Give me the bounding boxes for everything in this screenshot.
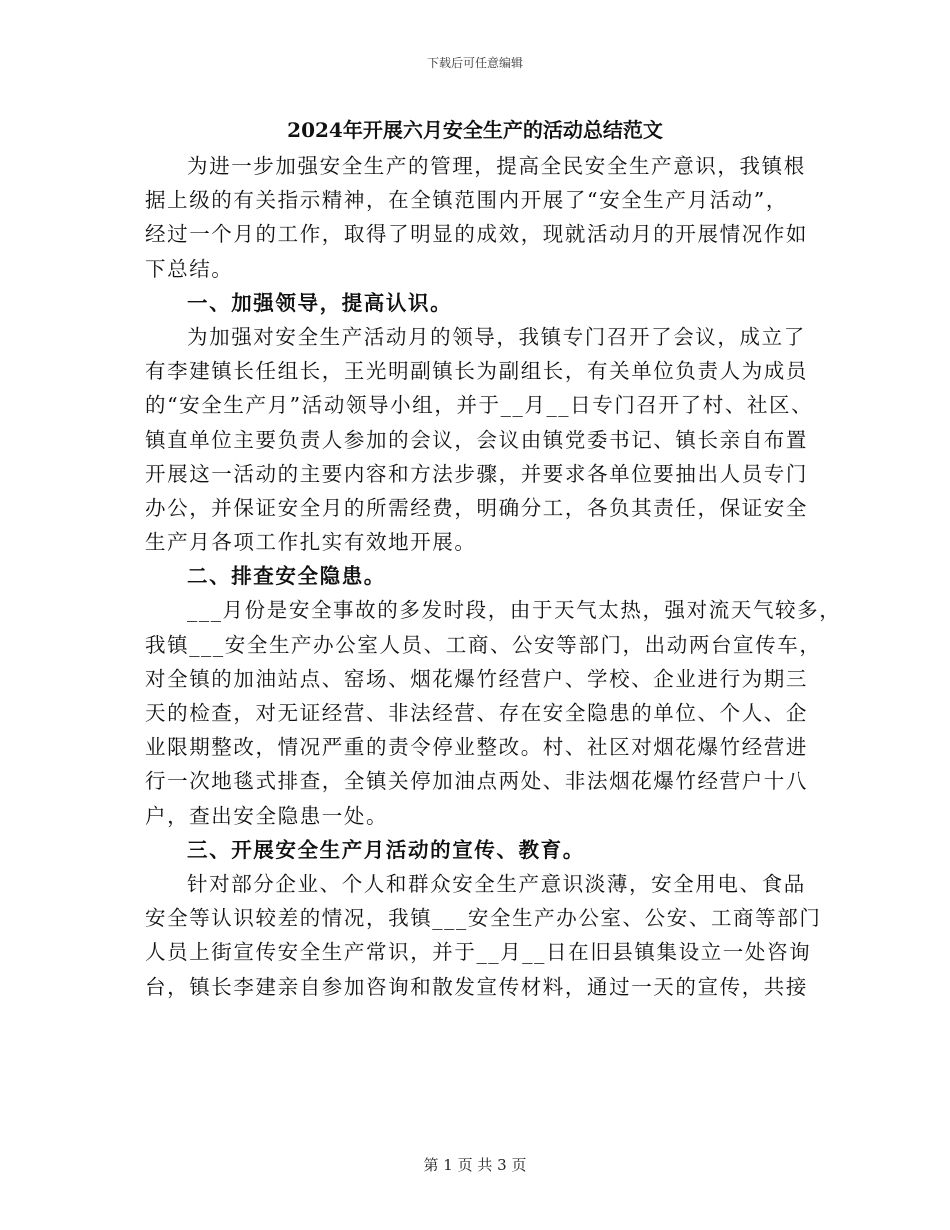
body-text-line: 对全镇的加油站点、窑场、烟花爆竹经营户、学校、企业进行为期三 [145,666,808,691]
document-body [145,149,842,1004]
body-text-line: 我镇___安全生产办公室人员、工商、公安等部门，出动两台宣传车， [145,632,822,657]
body-text-line: 为加强对安全生产活动月的领导，我镇专门召开了会议，成立了 [187,324,806,349]
body-text-line: 安全等认识较差的情况，我镇___安全生产办公室、公安、工商等部门 [145,906,822,931]
body-text-line: 人员上街宣传安全生产常识，并于__月__日在旧县镇集设立一处咨询 [145,940,812,965]
body-text-line: 行一次地毯式排查，全镇关停加油点两处、非法烟花爆竹经营户十八 [145,769,808,794]
body-text-line: 台，镇长李建亲自参加咨询和散发宣传材料，通过一天的宣传，共接 [145,974,808,999]
body-text-line: 业限期整改，情况严重的责令停业整改。村、社区对烟花爆竹经营进 [145,735,808,760]
page-footer: 第 1 页 共 3 页 [423,1156,527,1174]
body-text-line: 生产月各项工作扎实有效地开展。 [145,530,477,555]
section-heading: 三、开展安全生产月活动的宣传、教育。 [187,837,585,862]
section-heading: 二、排查安全隐患。 [187,564,386,589]
section-heading: 一、加强领导，提高认识。 [187,290,453,315]
body-text-line: 针对部分企业、个人和群众安全生产意识淡薄，安全用电、食品 [187,871,806,896]
body-text-line: 经过一个月的工作，取得了明显的成效，现就活动月的开展情况作如 [145,222,808,247]
body-text-line: 下总结。 [145,256,234,281]
body-text-line: 为进一步加强安全生产的管理，提高全民安全生产意识，我镇根 [187,154,806,178]
body-text-line: 天的检查，对无证经营、非法经营、存在安全隐患的单位、个人、企 [145,701,808,725]
body-text-line: 有李建镇长任组长，王光明副镇长为副组长，有关单位负责人为成员 [145,359,808,384]
document-title: 2024年开展六月安全生产的活动总结范文 [287,118,663,142]
body-text-line: 据上级的有关指示精神，在全镇范围内开展了“安全生产月活动”， [145,188,788,213]
body-text-line: 的“安全生产月”活动领导小组，并于__月__日专门召开了村、社区、 [145,393,814,418]
page-header-note: 下载后可任意编辑 [426,56,523,70]
body-text-line: 开展这一活动的主要内容和方法步骤，并要求各单位要抽出人员专门 [145,461,808,486]
body-text-line: 户，查出安全隐患一处。 [145,803,389,828]
body-text-line: 镇直单位主要负责人参加的会议，会议由镇党委书记、镇长亲自布置 [145,427,808,452]
body-text-line: 办公，并保证安全月的所需经费，明确分工，各负其责任，保证安全 [145,495,808,520]
body-text-line: ___月份是安全事故的多发时段，由于天气太热，强对流天气较多， [187,598,842,623]
